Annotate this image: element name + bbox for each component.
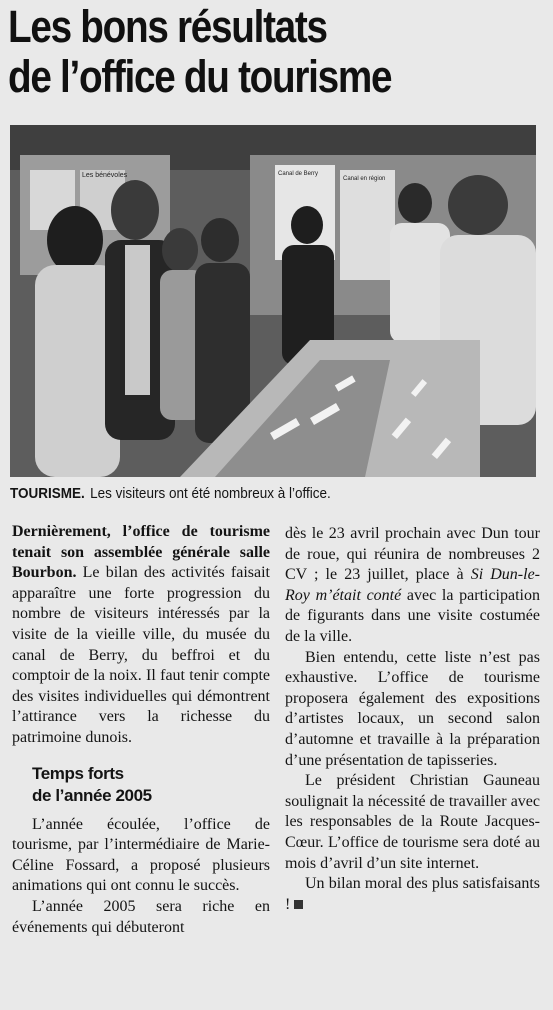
subhead-line-1: Temps forts [32,763,124,783]
paragraph-3: L’année 2005 sera riche en événements qui débuteront [12,897,270,936]
paragraph-1-body: Le bilan des activités faisait apparaître une forte progression du nombre de visiteurs intéressés par la visite de la vieille ville, du musée du canal de Berry, du beffroi et du comptoir de la noix. Il faut tenir compte des visites individuelles qui démontrent l’attirance vers la richesse du patrimoine dunois. [12,564,270,746]
paragraph-7-text: Un bilan moral des plus satisfaisants ! [285,875,540,913]
article-photo [10,125,536,477]
photo-caption [10,484,487,504]
paragraph-4 [285,524,540,648]
article-column-2 [285,524,540,915]
display-panel-right [340,170,395,280]
headline-line-1: Les bons résultats [8,1,327,52]
caption-kicker: TOURISME. [10,485,85,502]
paragraph-4-end: avec la participation de figurants dans une visite costumée de la ville. [285,586,540,645]
subhead-line-2: de l’année 2005 [32,785,152,805]
caption-text: Les visiteurs ont été nombreux à l’office. [90,485,331,502]
paragraph-6: Le président Christian Gauneau soulignait la nécessité de travailler avec les responsables de la Route Jacques-Cœur. L’office de tourisme sera doté au mois d’avril d’un site internet. [285,772,540,872]
end-mark-icon [294,900,303,909]
lead-text: Dernièrement, l’office de tourisme tenait son assemblée générale salle Bourbon. [12,523,270,582]
article-headline [8,2,472,102]
sign-left-text: Les bénévoles [82,172,128,179]
paragraph-7 [285,874,540,915]
paragraph-4-start: dès le 23 avril prochain avec Dun tour de roue, qui réunira de nombreuses 2 CV ; le 23 juillet, place à [285,525,540,584]
photo-illustration [10,125,536,477]
paragraph-2: L’année écoulée, l’office de tourisme, par l’intermédiaire de Marie-Céline Fossard, a proposé plusieurs animations qui ont connu le succès. [12,815,270,895]
section-subhead [32,763,270,807]
paragraph-1 [12,522,270,749]
paragraph-5: Bien entendu, cette liste n’est pas exhaustive. L’office de tourisme proposera également des expositions d’artistes locaux, un second salon d’automne et travaille à la préparation d’une présentation de tapisseries. [285,648,540,769]
article-column-1 [12,522,270,938]
sign-mid-text: Canal de Berry [278,171,319,177]
headline-line-2: de l’office du tourisme [8,51,392,102]
event-title: Si Dun-le-Roy m’était conté [285,566,541,604]
sign-right-text: Canal en région [343,176,386,182]
